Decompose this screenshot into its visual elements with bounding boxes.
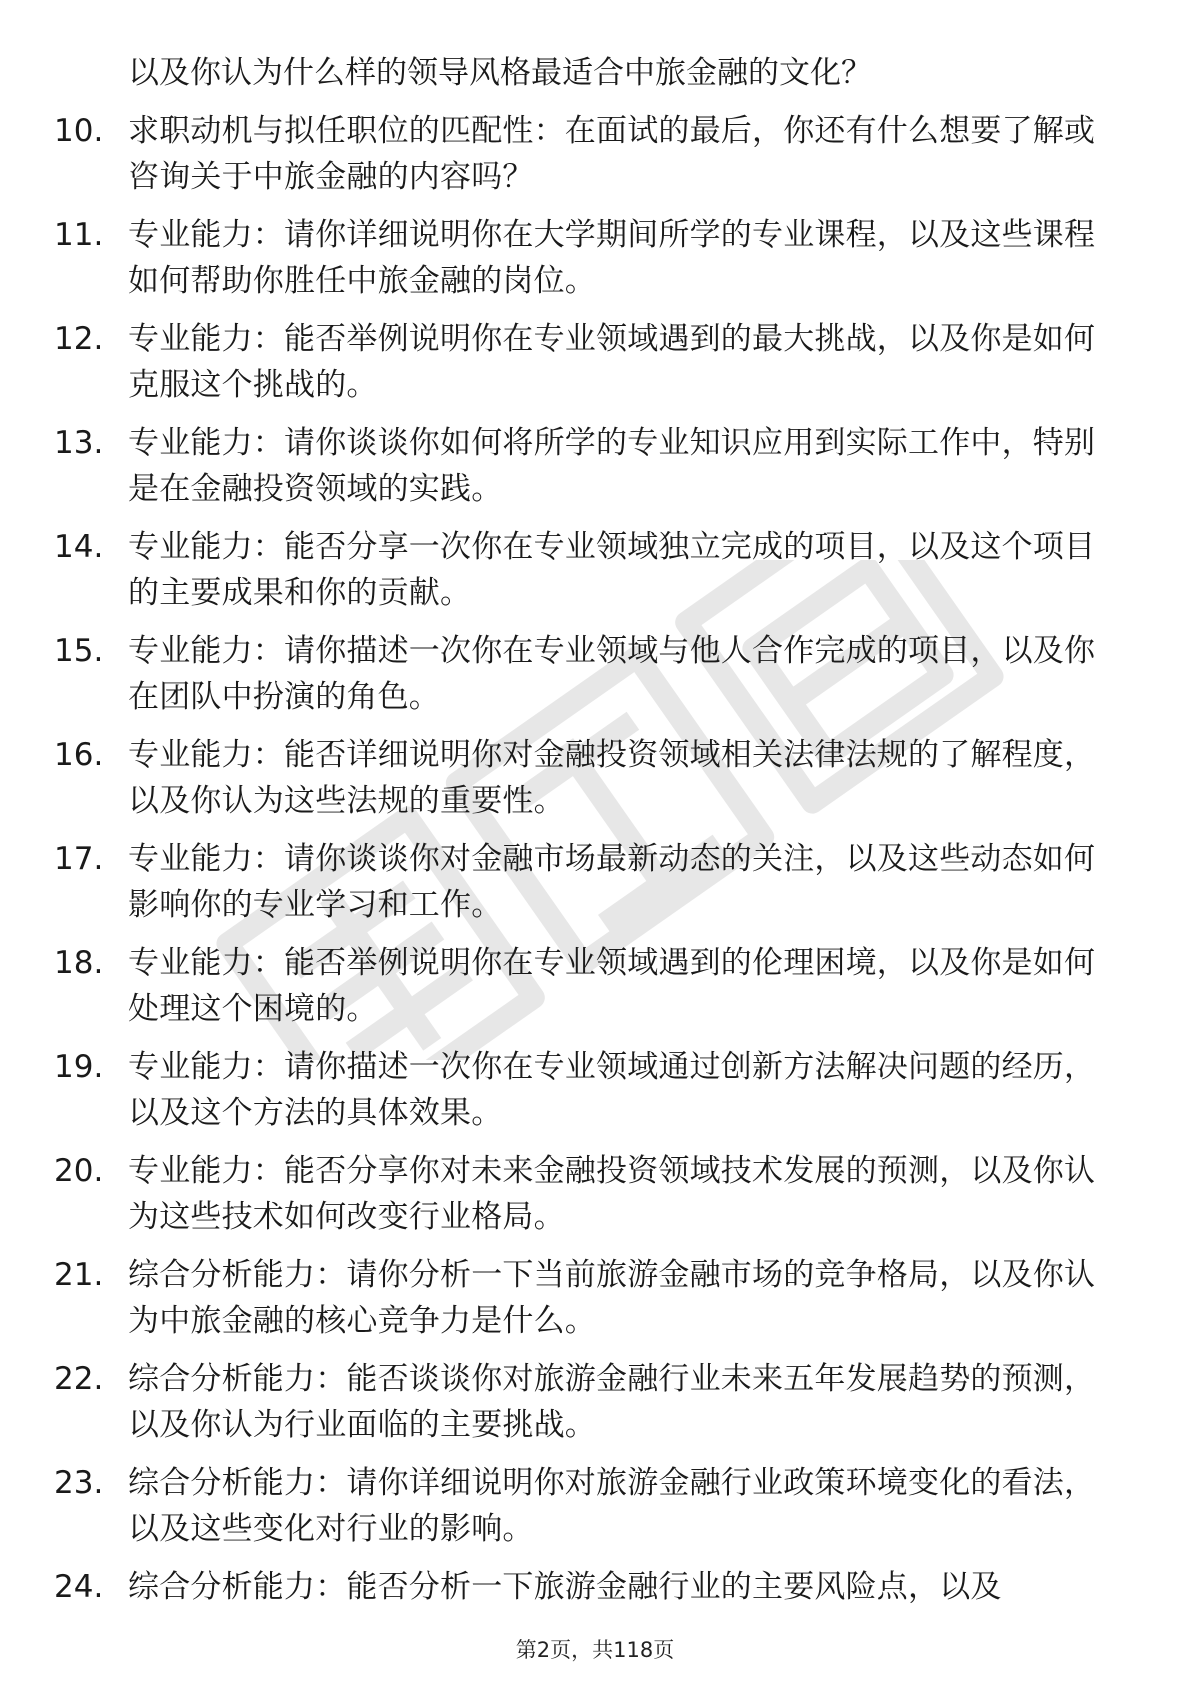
question-text: 专业能力：能否举例说明你在专业领域遇到的最大挑战，以及你是如何克服这个挑战的。 (128, 321, 1096, 403)
question-number: 20. (54, 1153, 104, 1189)
question-text: 专业能力：能否举例说明你在专业领域遇到的伦理困境，以及你是如何处理这个困境的。 (128, 945, 1096, 1027)
question-number: 21. (54, 1257, 104, 1293)
question-text: 综合分析能力：请你分析一下当前旅游金融市场的竞争格局，以及你认为中旅金融的核心竞争力是什么。 (128, 1257, 1096, 1339)
question-item (0, 1252, 1190, 1356)
question-number: 10. (54, 113, 104, 149)
question-number: 14. (54, 529, 104, 565)
question-number: 11. (54, 217, 104, 253)
question-item (0, 732, 1190, 836)
question-item (0, 212, 1190, 316)
question-item (0, 1460, 1190, 1564)
question-text: 专业能力：能否分享你对未来金融投资领域技术发展的预测，以及你认为这些技术如何改变行业格局。 (128, 1153, 1096, 1235)
question-number: 22. (54, 1361, 104, 1397)
page-footer: 第2页，共118页 (515, 1638, 675, 1662)
question-item (0, 836, 1190, 940)
question-item (0, 524, 1190, 628)
question-number: 24. (54, 1569, 104, 1605)
question-text: 专业能力：请你详细说明你在大学期间所学的专业课程，以及这些课程如何帮助你胜任中旅金融的岗位。 (128, 217, 1096, 299)
question-number: 23. (54, 1465, 104, 1501)
question-text: 专业能力：能否分享一次你在专业领域独立完成的项目，以及这个项目的主要成果和你的贡献。 (128, 529, 1096, 611)
question-item (0, 108, 1190, 212)
question-text: 专业能力：请你谈谈你对金融市场最新动态的关注，以及这些动态如何影响你的专业学习和工作。 (128, 841, 1096, 923)
question-item (0, 628, 1190, 732)
question-list (0, 108, 1190, 1668)
question-text: 专业能力：请你描述一次你在专业领域通过创新方法解决问题的经历，以及这个方法的具体效果。 (128, 1049, 1096, 1131)
question-number: 18. (54, 945, 104, 981)
continuation-line: 以及你认为什么样的领导风格最适合中旅金融的文化？ (128, 55, 872, 91)
question-item (0, 316, 1190, 420)
question-number: 12. (54, 321, 104, 357)
question-number: 17. (54, 841, 104, 877)
question-number: 13. (54, 425, 104, 461)
question-item (0, 1148, 1190, 1252)
question-item (0, 1044, 1190, 1148)
question-text: 综合分析能力：能否谈谈你对旅游金融行业未来五年发展趋势的预测，以及你认为行业面临的主要挑战。 (128, 1361, 1096, 1443)
question-item (0, 940, 1190, 1044)
question-text: 专业能力：请你描述一次你在专业领域与他人合作完成的项目，以及你在团队中扮演的角色。 (128, 633, 1096, 715)
question-number: 16. (54, 737, 104, 773)
question-number: 15. (54, 633, 104, 669)
question-text: 求职动机与拟任职位的匹配性：在面试的最后，你还有什么想要了解或咨询关于中旅金融的内容吗？ (128, 113, 1096, 195)
question-text: 专业能力：能否详细说明你对金融投资领域相关法律法规的了解程度，以及你认为这些法规的重要性。 (128, 737, 1096, 819)
question-item (0, 1356, 1190, 1460)
question-text: 综合分析能力：能否分析一下旅游金融行业的主要风险点，以及 (128, 1569, 1002, 1605)
question-item (0, 420, 1190, 524)
question-text: 专业能力：请你谈谈你如何将所学的专业知识应用到实际工作中，特别是在金融投资领域的实践。 (128, 425, 1096, 507)
question-text: 综合分析能力：请你详细说明你对旅游金融行业政策环境变化的看法，以及这些变化对行业的影响。 (128, 1465, 1096, 1547)
question-number: 19. (54, 1049, 104, 1085)
